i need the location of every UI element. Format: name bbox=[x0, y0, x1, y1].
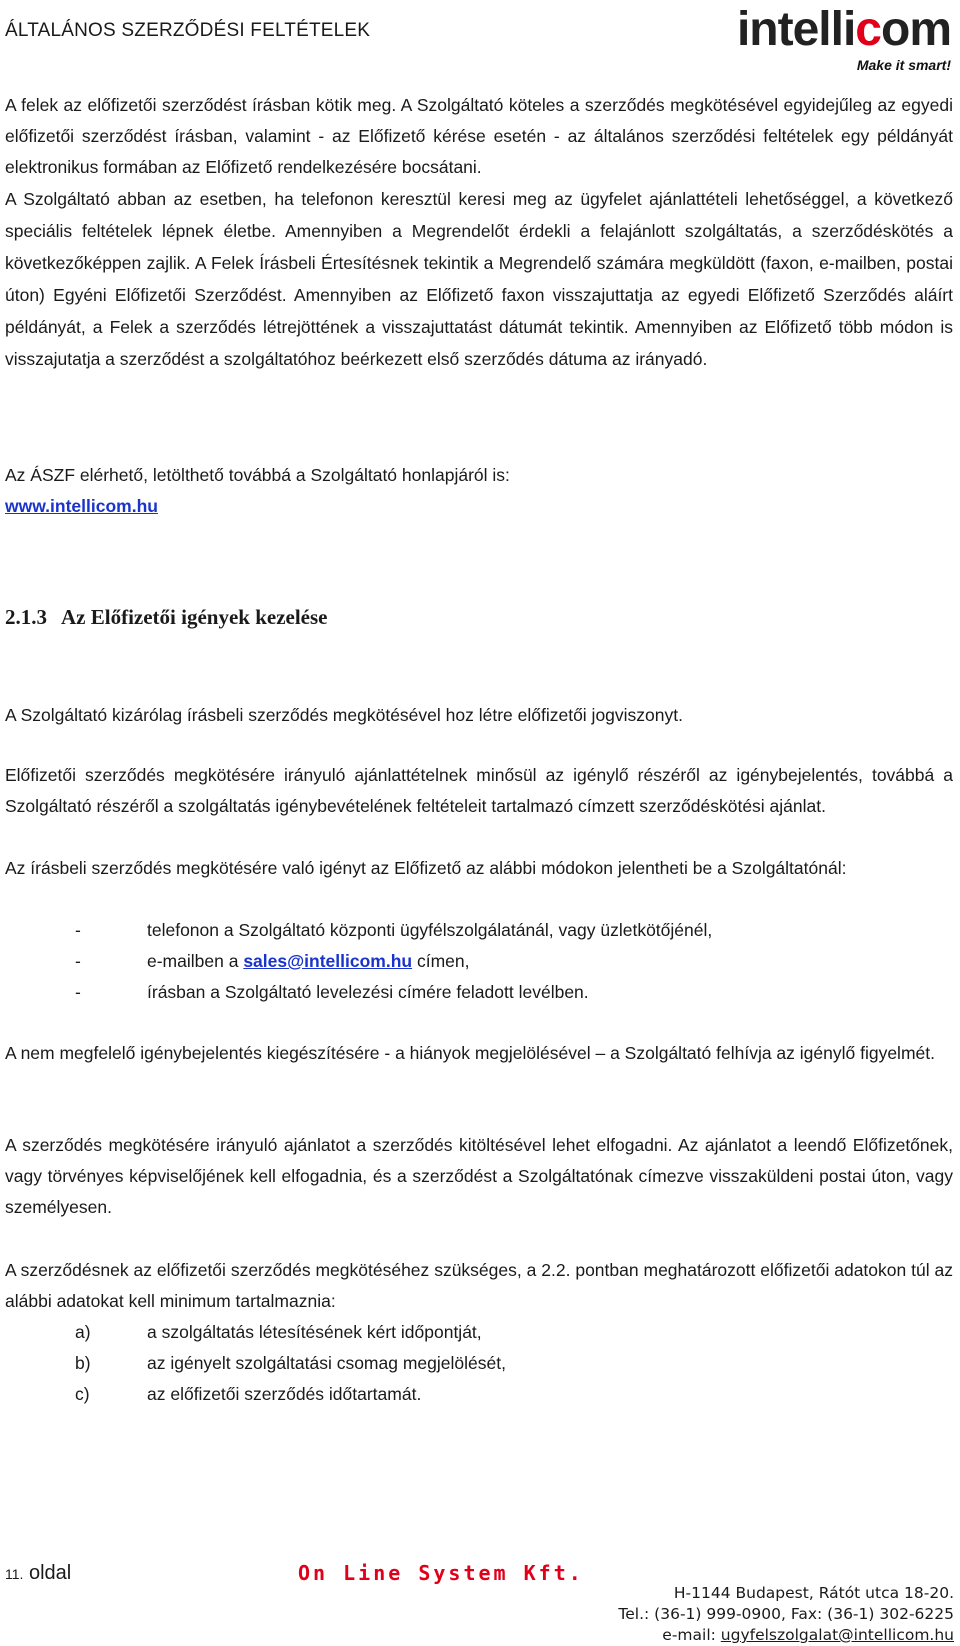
section-title: Az Előfizetői igények kezelése bbox=[61, 605, 328, 629]
list-item bbox=[5, 1348, 953, 1379]
aszf-text: Az ÁSZF elérhető, letölthető továbbá a Szolgáltató honlapjáról is: bbox=[5, 465, 510, 485]
page-header-title: ÁLTALÁNOS SZERZŐDÉSI FELTÉTELEK bbox=[5, 20, 371, 41]
paragraph-3 bbox=[5, 460, 953, 522]
section-number: 2.1.3 bbox=[5, 605, 47, 629]
paragraph-8: A szerződés megkötésére irányuló ajánlatot a szerződés kitöltésével lehet elfogadni. Az ajánlatot a leendő Előfizetőnek, vagy törvényes képviselőjének kell elfogadnia, és a szerződést a Szolgáltatónak címezve visszaküldeni postai úton, vagy személyesen. bbox=[5, 1135, 953, 1217]
paragraph-5: Előfizetői szerződés megkötésére irányuló ajánlattételnek minősül az igénylő részéről az igénybejelentés, továbbá a Szolgáltató részéről a szolgáltatás igénybevételének feltételeit tartalmazó címzett szerződéskötési ajánlat. bbox=[5, 765, 953, 816]
list-marker: b) bbox=[75, 1353, 91, 1373]
company-name: On Line System Kft. bbox=[298, 1561, 584, 1585]
logo-accent: c bbox=[855, 3, 881, 56]
list-item bbox=[5, 946, 953, 977]
paragraph-incomplete-request bbox=[5, 1038, 953, 1069]
footer-email bbox=[618, 1625, 954, 1646]
required-data-list bbox=[5, 1317, 953, 1410]
paragraph-acceptance bbox=[5, 1130, 953, 1223]
sales-email-link[interactable]: sales@intellicom.hu bbox=[243, 951, 413, 971]
footer-address: H-1144 Budapest, Rátót utca 18-20. bbox=[673, 1584, 954, 1602]
list-item-text: telefonon a Szolgáltató központi ügyfélszolgálatánál, vagy üzletkötőjénél, bbox=[147, 920, 713, 940]
list-bullet: - bbox=[75, 920, 81, 940]
paragraph-6: Az írásbeli szerződés megkötésére való igényt az Előfizető az alábbi módokon jelentheti be a Szolgáltatónál: bbox=[5, 858, 847, 878]
website-link[interactable]: www.intellicom.hu bbox=[5, 496, 158, 516]
section-heading bbox=[5, 605, 953, 630]
email-pre-text: e-mailben a bbox=[147, 951, 244, 971]
paragraph-2: A Szolgáltató abban az esetben, ha telefonon keresztül keresi meg az ügyfelet ajánlattételi lehetőséggel, a következő speciális feltételek lépnek életbe. Amennyiben a Megrendelőt érdekli a felajánlott szolgáltatás, a szerződéskötés a következőképpen zajlik. A Felek Írásbeli Értesítésnek tekintik a Megrendelő számára megküldött (faxon, e-mailben, postai úton) Egyéni Előfizetői Szerződést. Amennyiben az Előfizető faxon visszajuttatja az egyedi Előfizető Szerződés aláírt példányát, a Felek a szerződés létrejöttének a visszajuttatást dátumát tekintik. Amennyiben az Előfizető több módon is visszajutatja a szerződést a szolgáltatóhoz beérkezett első szerződés dátuma az irányadó. bbox=[5, 189, 953, 369]
page-number bbox=[5, 1562, 71, 1585]
list-item bbox=[5, 977, 953, 1008]
list-item bbox=[5, 1317, 953, 1348]
paragraph-written-contract bbox=[5, 700, 953, 731]
page-number-value: 11. bbox=[5, 1566, 24, 1582]
logo-prefix: intelli bbox=[736, 3, 856, 56]
paragraph-9: A szerződésnek az előfizetői szerződés megkötéséhez szükséges, a 2.2. pontban meghatározott előfizetői adatokon túl az alábbi adatokat kell minimum tartalmaznia: bbox=[5, 1260, 953, 1311]
paragraph-4: A Szolgáltató kizárólag írásbeli szerződés megkötésével hoz létre előfizetői jogviszonyt. bbox=[5, 705, 683, 725]
footer-contact bbox=[618, 1583, 954, 1646]
aszf-availability bbox=[5, 460, 953, 522]
logo-tagline: Make it smart! bbox=[856, 57, 951, 73]
list-item-text: az előfizetői szerződés időtartamát. bbox=[147, 1384, 422, 1404]
page-word: oldal bbox=[23, 1562, 72, 1584]
paragraph-7: A nem megfelelő igénybejelentés kiegészítésére - a hiányok megjelölésével – a Szolgáltató felhívja az igénylő figyelmét. bbox=[5, 1043, 935, 1063]
list-bullet: - bbox=[75, 982, 81, 1002]
list-item-text: írásban a Szolgáltató levelezési címére feladott levélben. bbox=[147, 982, 589, 1002]
list-item-text bbox=[147, 946, 469, 977]
list-marker: c) bbox=[75, 1384, 90, 1404]
list-marker: a) bbox=[75, 1322, 91, 1342]
paragraph-offer-definition bbox=[5, 760, 953, 822]
request-methods-list bbox=[5, 915, 953, 1008]
list-item-text: a szolgáltatás létesítésének kért időpontját, bbox=[147, 1322, 482, 1342]
paragraph-1: A felek az előfizetői szerződést írásban kötik meg. A Szolgáltató köteles a szerződés megkötésével egyidejűleg az egyedi előfizetői szerződést írásban, valamint - az Előfizető kérése esetén - az általános szerződési feltételek egy példányát elektronikus formában az Előfizető rendelkezésére bocsátani. bbox=[5, 95, 953, 177]
paragraph-required-data bbox=[5, 1255, 953, 1317]
intellicom-logo bbox=[695, 3, 953, 73]
paragraph-contract-writing bbox=[5, 90, 953, 183]
paragraph-telephone-offer bbox=[5, 183, 953, 375]
email-post-text: címen, bbox=[412, 951, 470, 971]
list-bullet: - bbox=[75, 951, 81, 971]
footer-phone: Tel.: (36-1) 999-0900, Fax: (36-1) 302-6225 bbox=[618, 1605, 954, 1623]
paragraph-request-methods bbox=[5, 853, 953, 884]
list-item bbox=[5, 1379, 953, 1410]
email-label: e-mail: bbox=[662, 1626, 721, 1644]
logo-suffix: om bbox=[881, 3, 951, 56]
list-item bbox=[5, 915, 953, 946]
list-item-text: az igényelt szolgáltatási csomag megjelölését, bbox=[147, 1353, 506, 1373]
logo-wordmark bbox=[736, 3, 951, 56]
footer-email-link[interactable]: ugyfelszolgalat@intellicom.hu bbox=[720, 1626, 954, 1644]
